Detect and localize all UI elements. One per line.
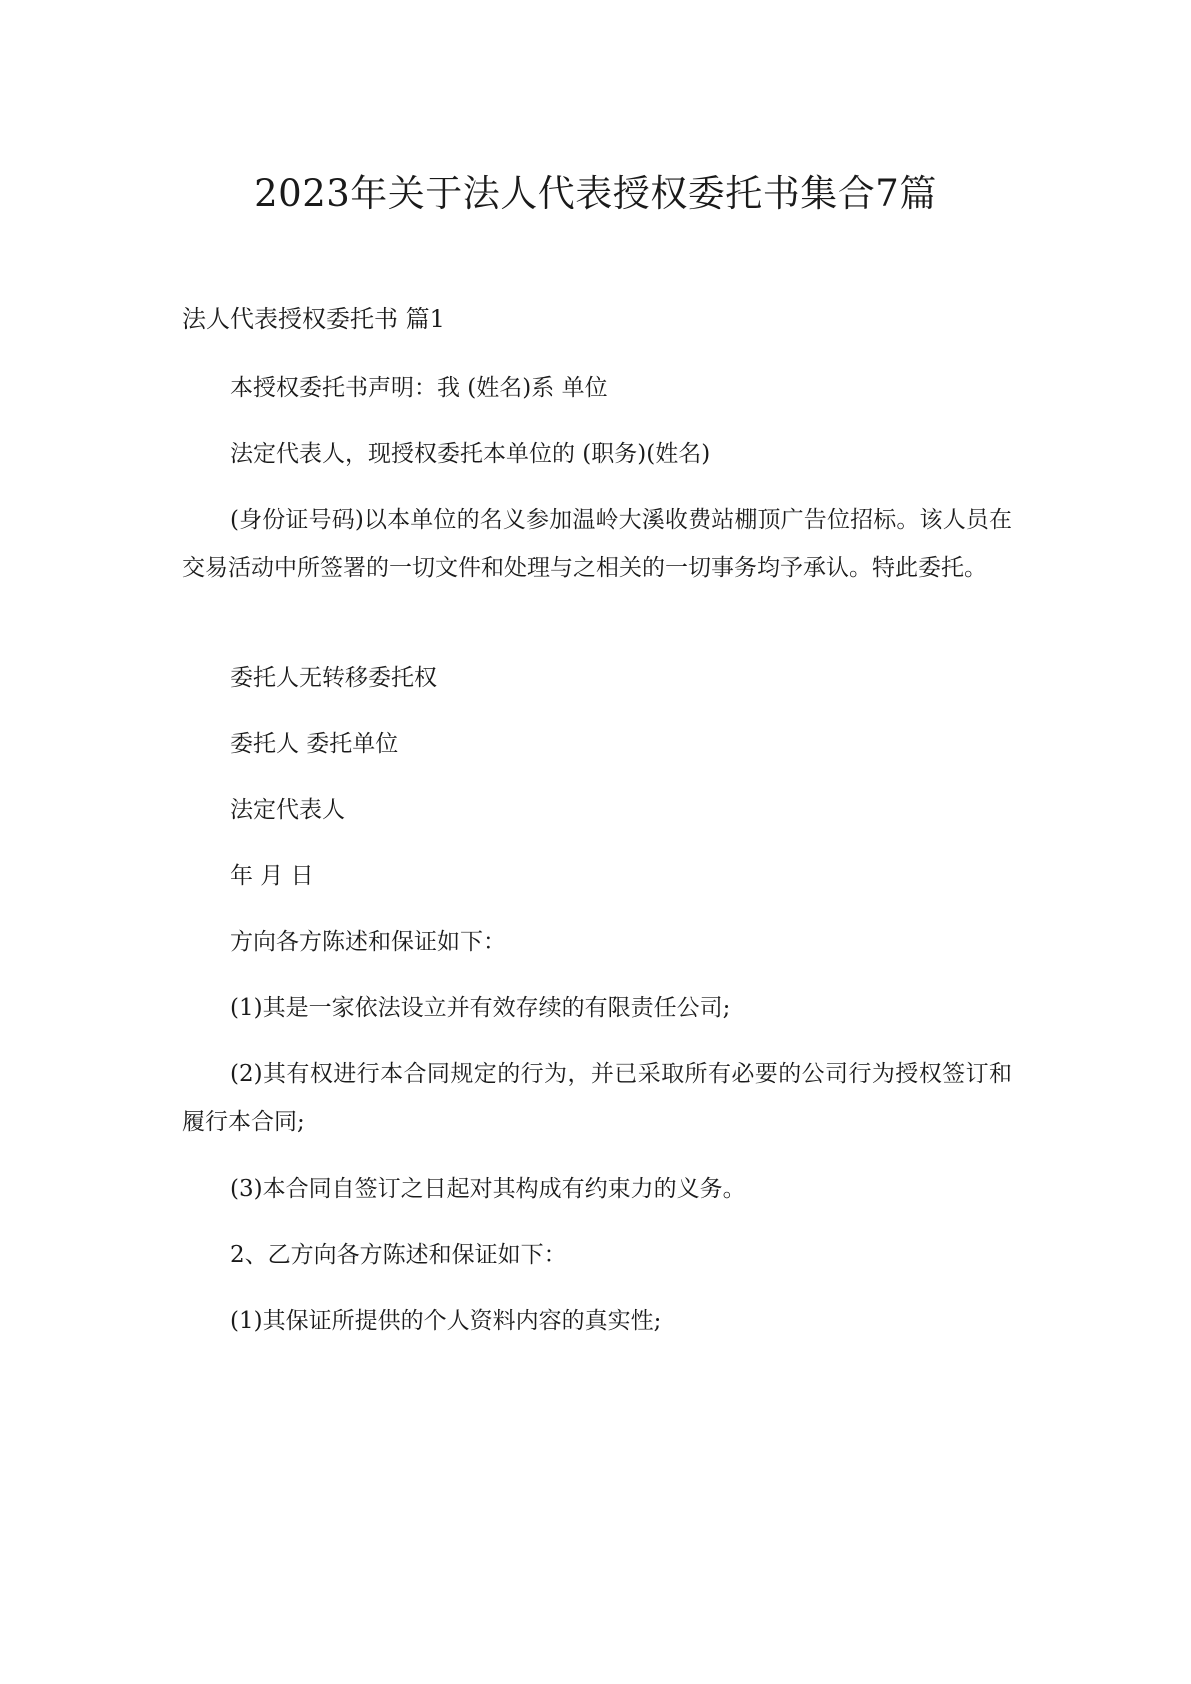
paragraph-item-3: (3)本合同自签订之日起对其构成有约束力的义务。 [230, 1176, 746, 1202]
section-heading: 法人代表授权委托书 篇1 [182, 305, 445, 333]
paragraph-date: 年 月 日 [230, 863, 314, 889]
paragraph-party-b-statement: 2、乙方向各方陈述和保证如下： [230, 1242, 567, 1268]
paragraph-item-1: (1)其是一家依法设立并有效存续的有限责任公司; [230, 995, 731, 1021]
document-title: 2023年关于法人代表授权委托书集合7篇 [254, 172, 937, 215]
paragraph-item-2: (2)其有权进行本合同规定的行为，并已采取所有必要的公司行为授权签订和履行本合同; [182, 1061, 1012, 1135]
paragraph-legal-representative: 法定代表人，现授权委托本单位的 (职务)(姓名) [230, 441, 711, 467]
paragraph-party-statement: 方向各方陈述和保证如下： [230, 929, 506, 955]
paragraph-principal-unit: 委托人 委托单位 [230, 731, 399, 757]
paragraph-declaration: 本授权委托书声明：我 (姓名)系 单位 [230, 375, 608, 401]
paragraph-party-b-item-1: (1)其保证所提供的个人资料内容的真实性; [230, 1308, 662, 1334]
paragraph-no-transfer: 委托人无转移委托权 [230, 665, 437, 691]
paragraph-legal-rep-sign: 法定代表人 [230, 797, 345, 823]
paragraph-id-number: (身份证号码)以本单位的名义参加温岭大溪收费站棚顶广告位招标。该人员在交易活动中所签署的一切文件和处理与之相关的一切事务均予承认。特此委托。 [182, 507, 1012, 581]
